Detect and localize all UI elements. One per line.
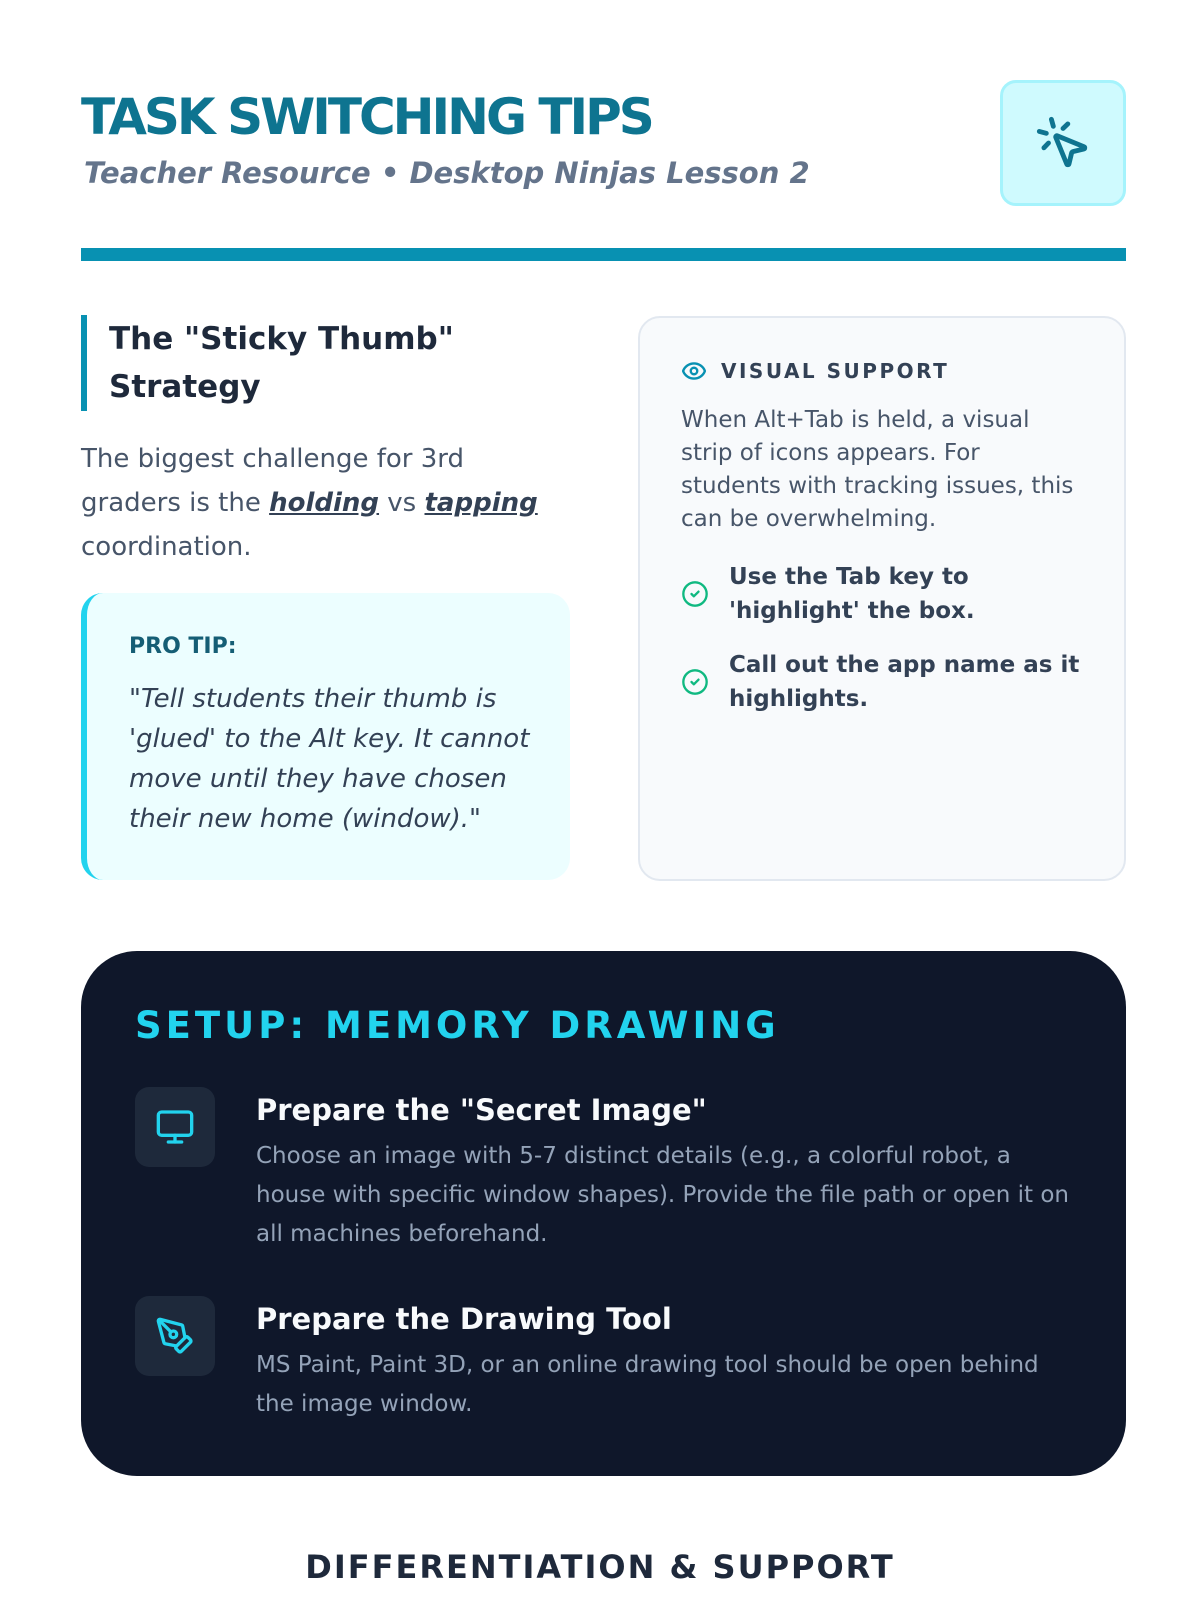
step-title: Prepare the "Secret Image": [256, 1093, 707, 1127]
intro-text-start: The biggest challenge for 3rd graders is the: [81, 444, 465, 518]
pro-tip-callout: [81, 593, 570, 880]
eye-icon: [681, 358, 707, 384]
visual-support-list: [681, 560, 1084, 716]
intro-emphasis-holding: holding: [269, 488, 380, 518]
intro-text-mid: vs: [379, 488, 425, 518]
pro-tip-label: PRO TIP:: [129, 634, 237, 659]
list-item-text: Call out the app name as it highlights.: [729, 652, 1080, 712]
intro-emphasis-tapping: tapping: [424, 488, 538, 518]
visual-support-card: [638, 316, 1126, 881]
pro-tip-quote: "Tell students their thumb is 'glued' to the Alt key. It cannot move until they have chosen their new home (window).": [129, 684, 530, 834]
list-item: [681, 648, 1084, 716]
differentiation-heading: DIFFERENTIATION & SUPPORT: [305, 1548, 895, 1586]
page-title: TASK SWITCHING TIPS: [81, 88, 652, 146]
monitor-icon: [155, 1107, 195, 1147]
step-description: Choose an image with 5-7 distinct details (e.g., a colorful robot, a house with specific window shapes). Provide the file path or open it on all machines beforehand.: [256, 1143, 1070, 1247]
list-item-text: Use the Tab key to 'highlight' the box.: [729, 564, 975, 624]
step-description: MS Paint, Paint 3D, or an online drawing tool should be open behind the image window.: [256, 1352, 1039, 1417]
step-title: Prepare the Drawing Tool: [256, 1302, 672, 1336]
setup-title: SETUP: MEMORY DRAWING: [135, 1004, 780, 1047]
setup-step-secret-image: [135, 1087, 1072, 1254]
header-divider: [81, 248, 1126, 261]
strategy-heading: The "Sticky Thumb" Strategy: [81, 315, 571, 411]
intro-text-end: coordination.: [81, 532, 252, 562]
header-icon-box: [1000, 80, 1126, 206]
page-subtitle: Teacher Resource • Desktop Ninjas Lesson 2: [84, 156, 810, 190]
step-text: [256, 1087, 1072, 1254]
step-icon-box: [135, 1087, 215, 1167]
visual-support-header: [681, 358, 1084, 384]
step-text: [256, 1296, 1072, 1424]
visual-support-label: VISUAL SUPPORT: [721, 359, 950, 383]
pen-tool-icon: [155, 1316, 195, 1356]
mouse-pointer-click-icon: [1034, 114, 1092, 172]
page-header: [81, 80, 1126, 262]
strategy-intro: [81, 437, 571, 569]
check-circle-icon: [681, 668, 709, 696]
visual-support-body: When Alt+Tab is held, a visual strip of icons appears. For students with tracking issues, this can be overwhelming.: [681, 407, 1074, 532]
check-circle-icon: [681, 580, 709, 608]
strategy-section: [81, 315, 571, 569]
setup-step-drawing-tool: [135, 1296, 1072, 1424]
list-item: [681, 560, 1084, 628]
setup-panel: [81, 951, 1126, 1476]
step-icon-box: [135, 1296, 215, 1376]
